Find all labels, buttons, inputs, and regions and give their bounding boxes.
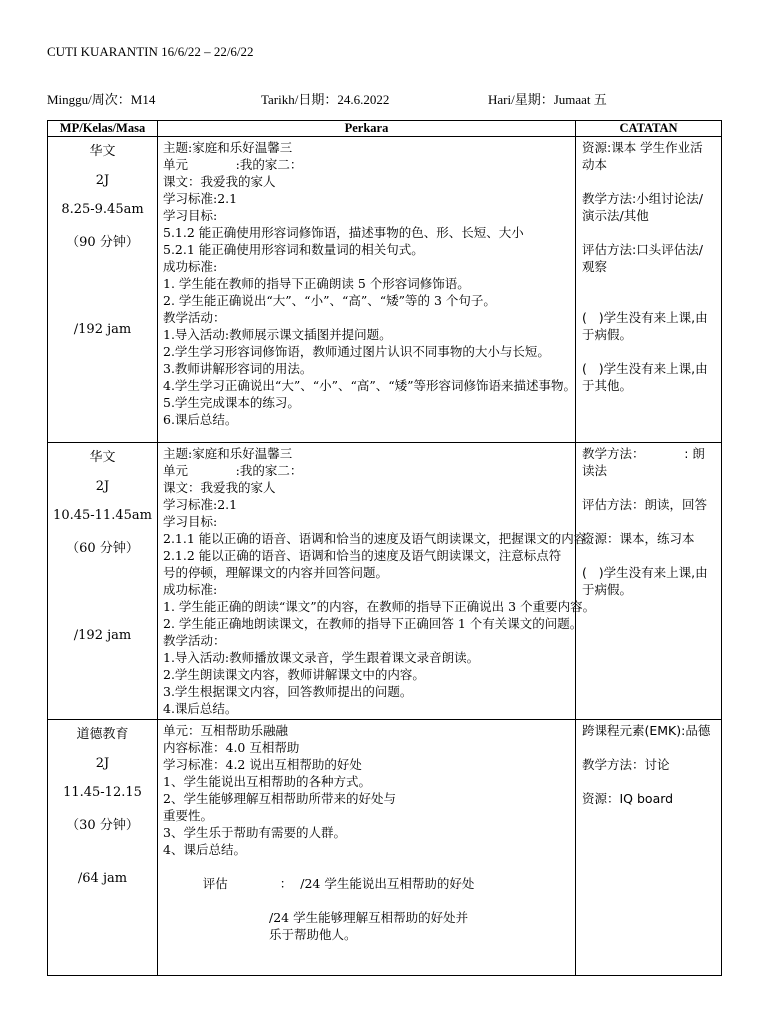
content-line: 成功标准:	[163, 582, 218, 597]
table-row	[48, 720, 722, 976]
table-row	[48, 137, 722, 443]
total-hours: /192 jam	[73, 628, 132, 643]
subject-name: 华文	[89, 450, 116, 465]
evaluation-value: /24 学生能说出互相帮助的好处	[300, 876, 475, 891]
content-line: 学习标准：4.2 说出互相帮助的好处	[163, 757, 362, 772]
content-line: 重要性。	[163, 808, 214, 823]
note-line: 跨课程元素(EMK):品德	[582, 723, 711, 738]
note-line: ( )学生没有来上课,由于病假。	[582, 310, 708, 342]
time-range: 10.45-11.45am	[53, 508, 152, 523]
content-line: 教学活动：	[163, 310, 226, 325]
class-name: 2J	[95, 173, 110, 188]
content-line: 单元 :我的家二：	[163, 157, 303, 172]
note-line: 资源:课本 学生作业活动本	[582, 140, 703, 172]
content-line: 5.1.2 能正确使用形容词修饰语，描述事物的色、形、长短、大小	[163, 225, 524, 240]
duration: （90 分钟）	[66, 235, 139, 250]
content-cell	[158, 720, 576, 976]
content-line: 课文：我爱我的家人	[163, 174, 276, 189]
content-line: 学习目标:	[163, 514, 218, 529]
lesson-plan-table	[47, 120, 722, 976]
header-mp-kelas-masa: MP/Kelas/Masa	[48, 121, 158, 137]
day-label: Hari/星期：Jumaat 五	[488, 92, 607, 107]
note-line: 资源：课本，练习本	[582, 531, 695, 546]
content-line: 2.1.1 能以正确的语音、语调和恰当的速度及语气朗读课文，把握课文的内容。	[163, 531, 599, 546]
note-line: 评估方法：朗读，回答	[582, 497, 708, 512]
content-line: 6.课后总结。	[163, 412, 238, 427]
content-line: 1. 学生能正确的朗读“课文”的内容，在教师的指导下正确说出 3 个重要内容。	[163, 599, 596, 614]
notes-cell	[576, 137, 722, 443]
evaluation-mark: ：	[279, 876, 293, 891]
note-line: ( )学生没有来上课,由于病假。	[582, 565, 708, 597]
duration: （30 分钟）	[66, 818, 139, 833]
header-catatan: CATATAN	[576, 121, 722, 137]
content-line: 内容标准：4.0 互相帮助	[163, 740, 300, 755]
table-row	[48, 443, 722, 720]
note-line: ( )学生没有来上课,由于其他。	[582, 361, 708, 393]
subject-name: 道德教育	[76, 727, 129, 742]
content-line: 2. 学生能正确地朗读课文，在教师的指导下正确回答 1 个有关课文的问题。	[163, 616, 583, 631]
note-line: 教学方法:小组讨论法/演示法/其他	[582, 191, 703, 223]
content-line: 1.导入活动:教师播放课文录音，学生跟着课文录音朗读。	[163, 650, 480, 665]
time-range: 8.25-9.45am	[61, 202, 144, 217]
total-hours: /192 jam	[73, 322, 132, 337]
evaluation-line	[163, 909, 469, 943]
content-line: 成功标准:	[163, 259, 218, 274]
duration: （60 分钟）	[66, 541, 139, 556]
subject-cell	[48, 443, 158, 720]
content-line: 学习标准:2.1	[163, 497, 238, 512]
subject-name: 华文	[89, 144, 116, 159]
header-perkara: Perkara	[158, 121, 576, 137]
content-line: 4.学生学习正确说出“大”、“小”、“高”、“矮”等形容词修饰语来描述事物。	[163, 378, 577, 393]
content-line: 主题:家庭和乐好温馨三	[163, 140, 293, 155]
content-line: 学习标准:2.1	[163, 191, 238, 206]
content-line: 2.1.2 能以正确的语音、语调和恰当的速度及语气朗读课文，注意标点符号的停顿，理解课文的内容并回答问题。	[163, 548, 562, 580]
evaluation-label: 评估	[202, 876, 228, 891]
content-line: 4、课后总结。	[163, 842, 246, 857]
class-name: 2J	[95, 479, 110, 494]
content-line: 2.学生朗读课文内容，教师讲解课文中的内容。	[163, 667, 425, 682]
content-cell	[158, 137, 576, 443]
evaluation-line	[163, 858, 570, 909]
document-title: CUTI KUARANTIN 16/6/22 – 22/6/22	[47, 44, 254, 59]
content-line: 教学活动：	[163, 633, 226, 648]
content-line: 单元：互相帮助乐融融	[163, 723, 289, 738]
week-label: Minggu/周次：M14	[47, 92, 156, 107]
content-line: 1、学生能说出互相帮助的各种方式。	[163, 774, 371, 789]
content-line: 1.导入活动:教师展示课文插图并提问题。	[163, 327, 392, 342]
content-line: 2、学生能够理解互相帮助所带来的好处与	[163, 791, 396, 806]
subject-cell	[48, 720, 158, 976]
note-line: 教学方法：讨论	[582, 757, 670, 772]
note-line: 教学方法： : 朗读法	[582, 446, 705, 478]
evaluation-value: /24 学生能够理解互相帮助的好处并乐于帮助他人。	[269, 910, 469, 942]
content-line: 3.教师讲解形容词的用法。	[163, 361, 313, 376]
notes-cell	[576, 720, 722, 976]
content-line: 1. 学生能在教师的指导下正确朗读 5 个形容词修饰语。	[163, 276, 470, 291]
content-line: 3、学生乐于帮助有需要的人群。	[163, 825, 346, 840]
content-line: 3.学生根据课文内容，回答教师提出的问题。	[163, 684, 413, 699]
time-range: 11.45-12.15	[63, 785, 142, 800]
content-line: 学习目标:	[163, 208, 218, 223]
date-label: Tarikh/日期：24.6.2022	[261, 92, 390, 107]
content-line: 4.课后总结。	[163, 701, 238, 716]
subject-cell	[48, 137, 158, 443]
content-line: 2. 学生能正确说出“大”、“小”、“高”、“矮”等的 3 个句子。	[163, 293, 496, 308]
content-line: 5.2.1 能正确使用形容词和数量词的相关句式。	[163, 242, 424, 257]
content-line: 单元 :我的家二：	[163, 463, 303, 478]
notes-cell	[576, 443, 722, 720]
content-cell	[158, 443, 599, 720]
content-line: 课文：我爱我的家人	[163, 480, 276, 495]
note-line: 资源：IQ board	[582, 791, 674, 806]
content-line: 主题:家庭和乐好温馨三	[163, 446, 293, 461]
total-hours: /64 jam	[77, 871, 128, 886]
content-line: 5.学生完成课本的练习。	[163, 395, 300, 410]
note-line: 评估方法:口头评估法/观察	[582, 242, 703, 274]
class-name: 2J	[95, 756, 110, 771]
content-line: 2.学生学习形容词修饰语，教师通过图片认识不同事物的大小与长短。	[163, 344, 550, 359]
